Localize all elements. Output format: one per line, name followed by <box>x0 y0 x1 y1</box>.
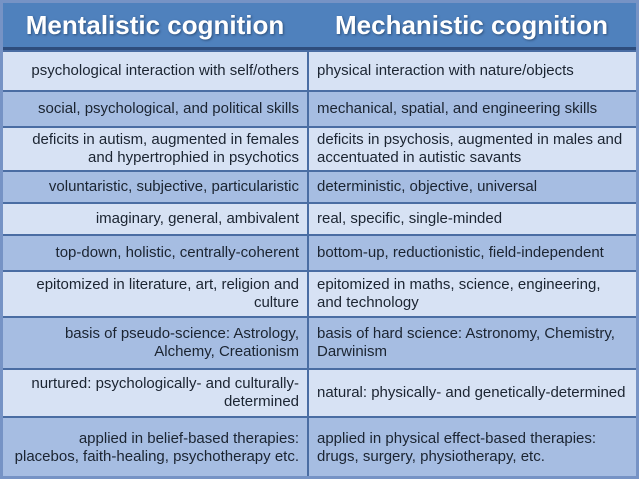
cell-mentalistic: imaginary, general, ambivalent <box>95 210 299 228</box>
cell-mechanistic: real, specific, single-minded <box>307 204 636 234</box>
cell-mentalistic: epitomized in literature, art, religion and culture <box>36 276 299 311</box>
cell-mentalistic: nurtured: psychologically- and culturally-determined <box>31 375 299 410</box>
cell-mechanistic: physical interaction with nature/objects <box>307 52 636 90</box>
table-row <box>3 316 636 368</box>
cell-mechanistic: mechanical, spatial, and engineering skills <box>307 92 636 126</box>
cell-mechanistic: epitomized in maths, science, engineering, and technology <box>307 272 636 316</box>
cell-mentalistic: social, psychological, and political skills <box>38 100 299 118</box>
table-row <box>3 234 636 270</box>
table-row <box>3 90 636 126</box>
column-header-mentalistic: Mentalistic cognition <box>25 9 285 40</box>
cell-mechanistic: natural: physically- and genetically-determined <box>307 370 636 416</box>
table-header-row <box>3 3 636 50</box>
cell-mentalistic: voluntaristic, subjective, particularistic <box>48 178 299 196</box>
table-row <box>3 170 636 202</box>
cell-mechanistic: applied in physical effect-based therapies: drugs, surgery, physiotherapy, etc. <box>307 418 636 478</box>
cell-mechanistic: bottom-up, reductionistic, field-independent <box>307 236 636 270</box>
cell-mechanistic: deterministic, objective, universal <box>307 172 636 202</box>
table-row <box>3 368 636 416</box>
cell-mentalistic: top-down, holistic, centrally-coherent <box>55 244 299 262</box>
cell-mentalistic: deficits in autism, augmented in females and hypertrophied in psychotics <box>32 131 299 166</box>
cell-mechanistic: deficits in psychosis, augmented in males and accentuated in autistic savants <box>307 128 636 170</box>
table-row <box>3 202 636 234</box>
cell-mechanistic: basis of hard science: Astronomy, Chemistry, Darwinism <box>307 318 636 368</box>
table-row <box>3 416 636 478</box>
table-row <box>3 270 636 316</box>
column-header-mechanistic: Mechanistic cognition <box>334 9 609 40</box>
cell-mentalistic: applied in belief-based therapies: placebos, faith-healing, psychotherapy etc. <box>14 430 299 465</box>
cell-mentalistic: basis of pseudo-science: Astrology, Alchemy, Creationism <box>64 325 299 360</box>
table-row <box>3 50 636 90</box>
cell-mentalistic: psychological interaction with self/others <box>31 62 299 80</box>
table-row <box>3 126 636 170</box>
